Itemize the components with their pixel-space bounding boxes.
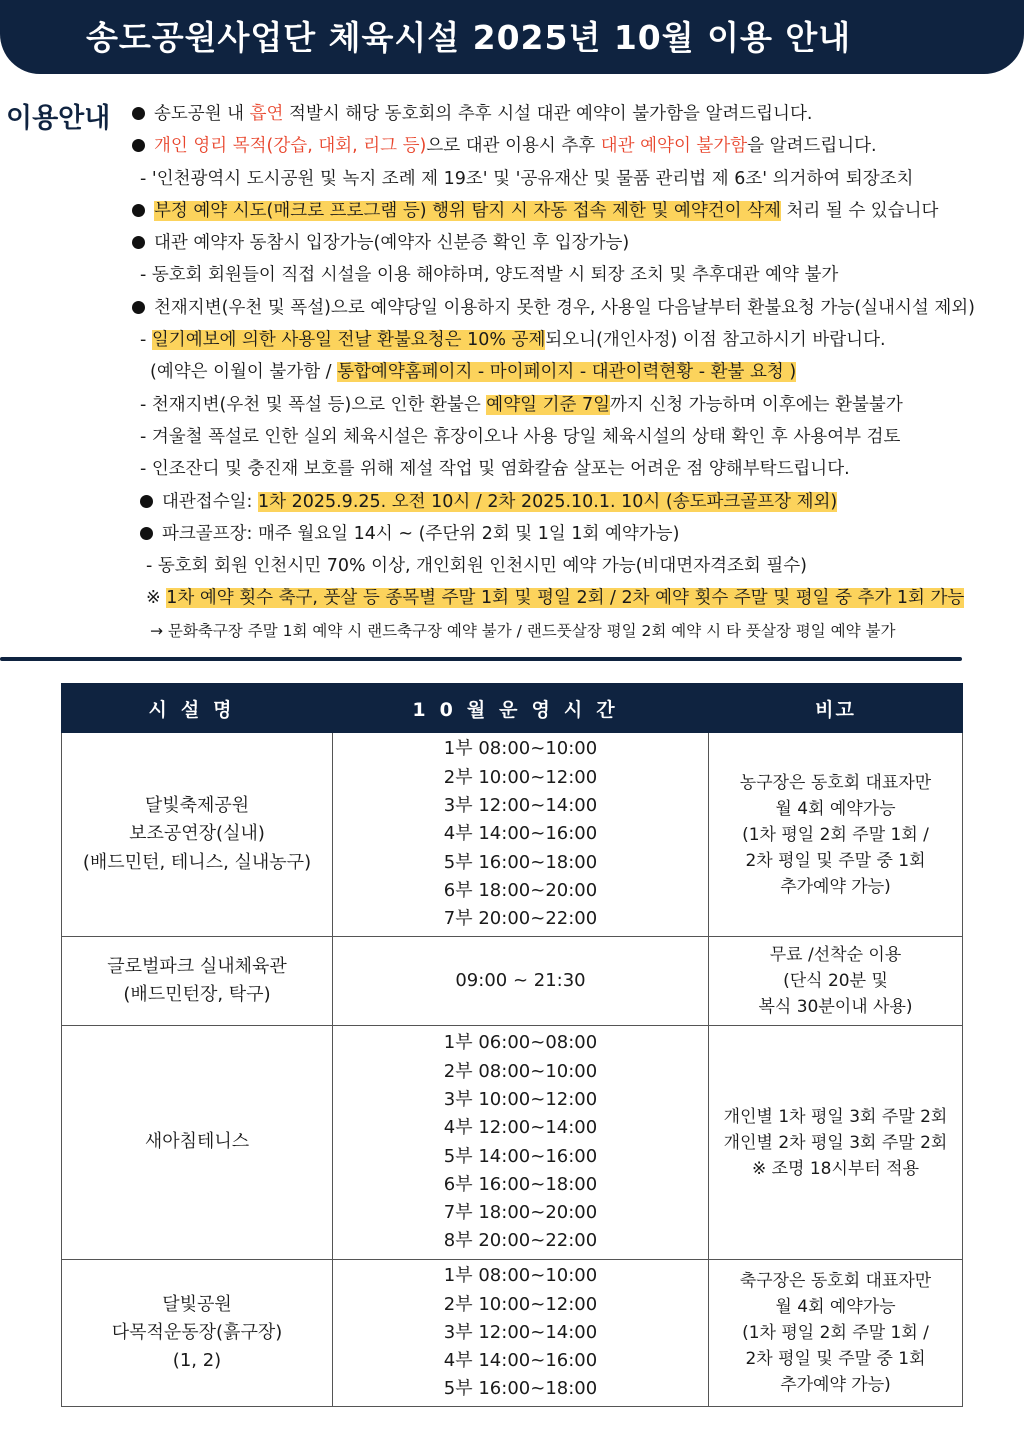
notice-item	[132, 356, 1024, 388]
notice-item	[132, 163, 1024, 195]
cell-line: (1차 평일 2회 주말 1회 /	[742, 824, 929, 845]
table-row	[62, 733, 963, 937]
header-facility-name: 시설명	[62, 684, 333, 733]
cell-line: 09:00 ~ 21:30	[455, 969, 586, 991]
cell-line: 2부 10:00~12:00	[443, 766, 598, 788]
header-notes: 비고	[709, 684, 963, 733]
highlighted-text: 일기예보에 의한 사용일 전날 환불요청은 10% 공제	[151, 330, 546, 351]
cell-line: 5부 16:00~18:00	[443, 1378, 598, 1400]
bullet-icon	[132, 139, 145, 152]
cell-line: 3부 10:00~12:00	[443, 1088, 598, 1110]
notice-text: 송도공원 내	[154, 104, 250, 124]
bullet-icon	[132, 236, 145, 249]
cell-line: 달빛공원	[162, 1293, 232, 1315]
cell-line: (배드민턴장, 탁구)	[123, 984, 271, 1005]
highlighted-text: 1차 예약 횟수 축구, 풋살 등 종목별 주말 1회 및 평일 2회 / 2차 예약 횟수 주말 및 평일 중 추가 1회 가능	[166, 588, 965, 609]
section-divider	[0, 657, 962, 661]
cell-line: 농구장은 동호회 대표자만	[739, 772, 932, 793]
warning-text: 개인 영리 목적(강습, 대회, 리그 등)	[154, 136, 427, 157]
cell-line: 4부 14:00~16:00	[443, 823, 598, 845]
cell-line: 2차 평일 및 주말 중 1회	[745, 1349, 926, 1369]
cell-line: 8부 20:00~22:00	[443, 1230, 598, 1252]
header-operating-hours: 10월운영시간	[333, 684, 709, 733]
cell-line: 보조공연장(실내)	[129, 823, 265, 845]
bullet-icon	[140, 495, 153, 508]
facility-name-cell	[62, 733, 333, 937]
cell-line: (1차 평일 2회 주말 1회 /	[742, 1323, 929, 1343]
notice-item	[132, 550, 1024, 582]
header-banner	[0, 0, 1024, 74]
notice-text: - '인천광역시 도시공원 및 녹지 조례 제 19조' 및 '공유재산 및 물품 관리법 제 6조' 의거하여 퇴장조치	[140, 168, 914, 189]
table-header-row	[62, 684, 963, 733]
cell-line: 3부 12:00~14:00	[443, 1321, 598, 1343]
notice-text: - 동호회 회원들이 직접 시설을 이용 해야하며, 양도적발 시 퇴장 조치 및 추후대관 예약 불가	[140, 265, 839, 286]
notice-text: - 천재지변(우천 및 폭설 등)으로 인한 환불은	[140, 394, 487, 415]
cell-line: 2부 08:00~10:00	[443, 1060, 598, 1082]
notice-text: 으로 대관 이용시 추후	[426, 136, 601, 157]
cell-line: 7부 18:00~20:00	[443, 1202, 598, 1224]
notice-item	[132, 421, 1024, 453]
cell-line: 2차 평일 및 주말 중 1회	[745, 850, 926, 871]
notice-text: - 인조잔디 및 충진재 보호를 위해 제설 작업 및 염화칼슘 살포는 어려운 점 양해부탁드립니다.	[140, 459, 850, 480]
highlighted-text: 예약일 기준 7일	[486, 394, 610, 415]
facility-name-cell	[62, 1260, 333, 1407]
cell-line: 월 4회 예약가능	[775, 1297, 896, 1317]
notice-text: 처리 될 수 있습니다	[780, 200, 939, 221]
notes-cell	[709, 733, 963, 937]
section-label: 이용안내	[6, 103, 111, 134]
notice-text: 파크골프장: 매주 월요일 14시 ~ (주단위 2회 및 1일 1회 예약가능)	[162, 523, 680, 544]
cell-line: 1부 06:00~08:00	[443, 1032, 598, 1054]
notice-text: 까지 신청 가능하며 이후에는 환불불가	[610, 394, 903, 415]
cell-line: 5부 14:00~16:00	[443, 1145, 598, 1167]
notice-text: -	[140, 330, 152, 351]
facility-name-cell	[62, 937, 333, 1026]
bullet-icon	[132, 204, 145, 217]
cell-line: 축구장은 동호회 대표자만	[739, 1271, 932, 1291]
cell-line: 1부 08:00~10:00	[443, 738, 598, 760]
notice-item	[132, 98, 1024, 130]
notice-list	[132, 98, 1024, 647]
notice-text: - 겨울철 폭설로 인한 실외 체육시설은 휴장이오나 사용 당일 체육시설의 상태 확인 후 사용여부 검토	[140, 426, 901, 447]
cell-line: 새아침테니스	[144, 1131, 250, 1153]
highlighted-text: 부정 예약 시도(매크로 프로그램 등) 행위 탐지 시 자동 접속 제한 및 예약건이 삭제	[154, 200, 781, 221]
notice-text: 되오니(개인사정) 이점 참고하시기 바랍니다.	[545, 330, 886, 351]
notice-item	[132, 518, 1024, 550]
table-row	[62, 1026, 963, 1260]
notice-text: 적발시 해당 동호회의 추후 시설 대관 예약이 불가함을 알려드립니다.	[283, 104, 813, 124]
notes-cell	[709, 937, 963, 1026]
cell-line: 월 4회 예약가능	[775, 798, 896, 819]
operating-hours-cell	[333, 1260, 709, 1407]
cell-line: 1부 08:00~10:00	[443, 1265, 598, 1287]
notice-text: - 동호회 회원 인천시민 70% 이상, 개인회원 인천시민 예약 가능(비대면자격조회 필수)	[146, 556, 808, 577]
cell-line: 달빛축제공원	[144, 795, 250, 817]
page-title: 송도공원사업단 체육시설 2025년 10월 이용 안내	[86, 18, 852, 57]
cell-line: 4부 14:00~16:00	[443, 1350, 598, 1372]
facility-name-cell	[62, 1026, 333, 1260]
cell-line: 개인별 1차 평일 3회 주말 2회	[723, 1106, 948, 1127]
cell-line: 7부 20:00~22:00	[443, 908, 598, 930]
cell-line: ※ 조명 18시부터 적용	[751, 1158, 920, 1179]
notice-item	[132, 486, 1024, 518]
cell-line: 6부 16:00~18:00	[443, 1173, 598, 1195]
cell-line: 개인별 2차 평일 3회 주말 2회	[723, 1132, 948, 1153]
notice-item	[132, 615, 1024, 647]
cell-line: 2부 10:00~12:00	[443, 1293, 598, 1315]
cell-line: 무료 /선착순 이용	[769, 945, 902, 965]
cell-line: 3부 12:00~14:00	[443, 795, 598, 817]
notice-item	[132, 292, 1024, 324]
notice-item	[132, 227, 1024, 259]
notice-item	[132, 130, 1024, 162]
notice-item	[132, 195, 1024, 227]
notice-text: 천재지변(우천 및 폭설)으로 예약당일 이용하지 못한 경우, 사용일 다음날부터 환불요청 가능(실내시설 제외)	[154, 297, 975, 318]
notes-cell	[709, 1026, 963, 1260]
cell-line: 추가예약 가능)	[780, 876, 891, 897]
operating-hours-cell	[333, 733, 709, 937]
notice-text: ※	[146, 588, 167, 609]
notes-cell	[709, 1260, 963, 1407]
notice-text: → 문화축구장 주말 1회 예약 시 랜드축구장 예약 불가 / 랜드풋살장 평일 2회 예약 시 타 풋살장 평일 예약 불가	[150, 621, 896, 640]
highlighted-text: 1차 2025.9.25. 오전 10시 / 2차 2025.10.1. 10시 (송도파크골프장 제외)	[257, 491, 838, 512]
cell-line: 4부 12:00~14:00	[443, 1117, 598, 1139]
warning-text: 흡연	[249, 104, 284, 124]
table-row	[62, 937, 963, 1026]
cell-line: 복식 30분이내 사용)	[758, 997, 913, 1017]
notice-text: 을 알려드립니다.	[747, 136, 877, 157]
notice-item	[132, 389, 1024, 421]
notice-item	[132, 259, 1024, 291]
cell-line: 글로벌파크 실내체육관	[107, 955, 287, 977]
warning-text: 대관 예약이 불가함	[600, 136, 748, 157]
table-row	[62, 1260, 963, 1407]
notice-item	[132, 453, 1024, 485]
cell-line: 5부 16:00~18:00	[443, 851, 598, 873]
cell-line: 추가예약 가능)	[780, 1375, 891, 1395]
bullet-icon	[140, 527, 153, 540]
facility-schedule-table	[61, 683, 963, 1407]
notice-item	[132, 324, 1024, 356]
operating-hours-cell	[333, 937, 709, 1026]
notice-text: (예약은 이월이 불가함 /	[150, 362, 338, 383]
notice-item	[132, 582, 1024, 614]
operating-hours-cell	[333, 1026, 709, 1260]
cell-line: 다목적운동장(흙구장)	[111, 1321, 283, 1343]
notice-text: 대관접수일:	[162, 491, 258, 512]
cell-line: (1, 2)	[172, 1350, 222, 1372]
notice-text: 대관 예약자 동참시 입장가능(예약자 신분증 확인 후 입장가능)	[154, 233, 630, 254]
cell-line: 6부 18:00~20:00	[443, 879, 598, 901]
cell-line: (단식 20분 및	[783, 971, 888, 991]
highlighted-text: 통합예약홈페이지 - 마이페이지 - 대관이력현황 - 환불 요청 )	[337, 362, 797, 383]
bullet-icon	[132, 107, 145, 120]
bullet-icon	[132, 301, 145, 314]
cell-line: (배드민턴, 테니스, 실내농구)	[82, 851, 312, 873]
